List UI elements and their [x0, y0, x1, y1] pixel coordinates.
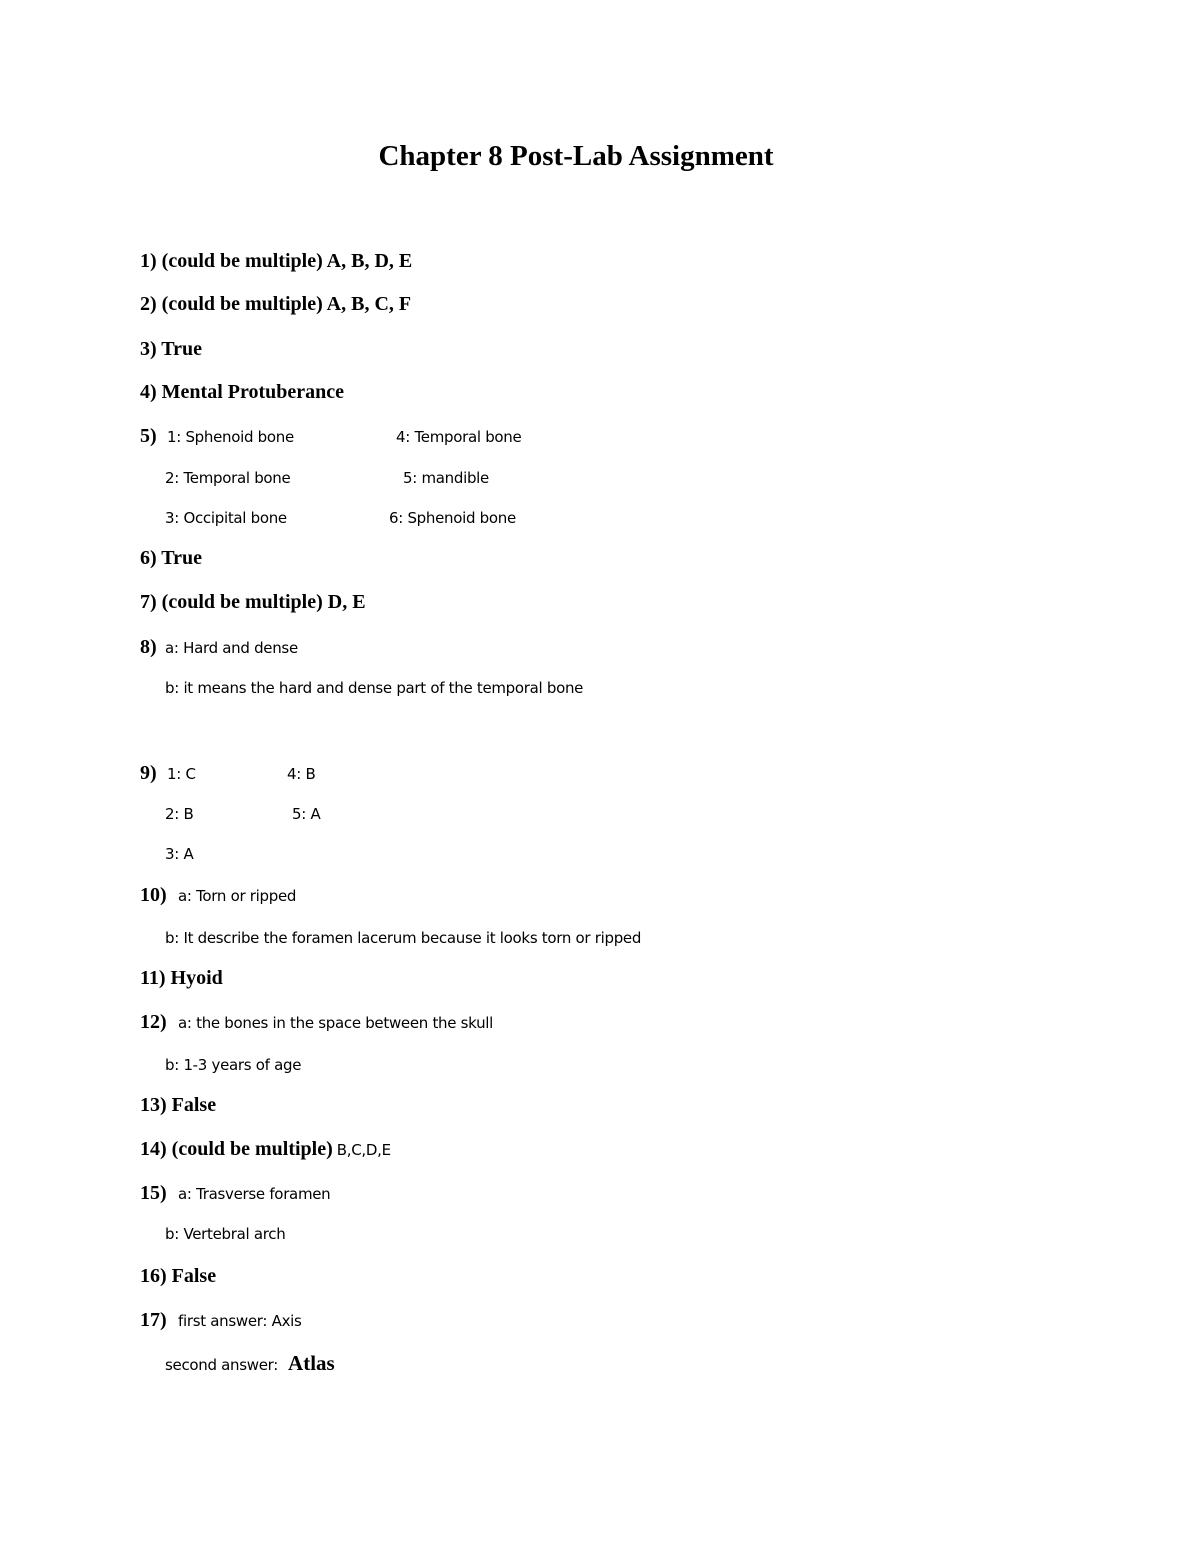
answer-5-item-1: 1: Sphenoid bone: [167, 428, 294, 446]
page-title: Chapter 8 Post-Lab Assignment: [378, 140, 774, 172]
answer-15-part-a: a: Trasverse foramen: [178, 1185, 331, 1203]
answer-15-number: 15): [140, 1182, 167, 1204]
answer-12-part-a: a: the bones in the space between the skull: [178, 1014, 494, 1032]
answer-8-part-a: a: Hard and dense: [165, 639, 298, 657]
answer-9-item-2: 2: B: [165, 805, 194, 823]
answer-13: 13) False: [140, 1094, 217, 1116]
answer-4: 4) Mental Protuberance: [140, 381, 345, 403]
answer-1: 1) (could be multiple) A, B, D, E: [140, 250, 413, 272]
answer-17-second: [165, 1351, 335, 1376]
answer-8-number: 8): [140, 636, 157, 658]
answer-5-item-4: 4: Temporal bone: [396, 428, 522, 446]
answer-5-number: 5): [140, 425, 157, 447]
answer-11: 11) Hyoid: [140, 967, 223, 989]
answer-9-item-4: 4: B: [287, 765, 316, 783]
answer-16: 16) False: [140, 1265, 217, 1287]
answer-2: 2) (could be multiple) A, B, C, F: [140, 293, 412, 315]
answer-5-item-3: 3: Occipital bone: [165, 509, 287, 527]
answer-14-label: 14) (could be multiple): [140, 1138, 333, 1160]
answer-9-item-5: 5: A: [292, 805, 321, 823]
answer-9-item-3: 3: A: [165, 845, 194, 863]
answer-17-first: first answer: Axis: [178, 1312, 302, 1330]
answer-17-second-label: second answer:: [165, 1356, 279, 1374]
answer-10-part-b: b: It describe the foramen lacerum because it looks torn or ripped: [165, 929, 642, 947]
answer-5-item-5: 5: mandible: [403, 469, 489, 487]
answer-14-value: B,C,D,E: [336, 1141, 391, 1159]
answer-7: 7) (could be multiple) D, E: [140, 591, 366, 613]
answer-15-part-b: b: Vertebral arch: [165, 1225, 286, 1243]
answer-6: 6) True: [140, 547, 203, 569]
answer-3: 3) True: [140, 338, 203, 360]
answer-17-second-value: Atlas: [288, 1351, 335, 1375]
answer-9-item-1: 1: C: [167, 765, 196, 783]
answer-9-number: 9): [140, 762, 157, 784]
answer-12-part-b: b: 1-3 years of age: [165, 1056, 302, 1074]
answer-14: [140, 1138, 391, 1161]
answer-12-number: 12): [140, 1011, 167, 1033]
answer-5-item-2: 2: Temporal bone: [165, 469, 291, 487]
answer-8-part-b: b: it means the hard and dense part of the temporal bone: [165, 679, 584, 697]
answer-10-part-a: a: Torn or ripped: [178, 887, 297, 905]
answer-5-item-6: 6: Sphenoid bone: [389, 509, 516, 527]
answer-17-number: 17): [140, 1309, 167, 1331]
answer-10-number: 10): [140, 884, 167, 906]
